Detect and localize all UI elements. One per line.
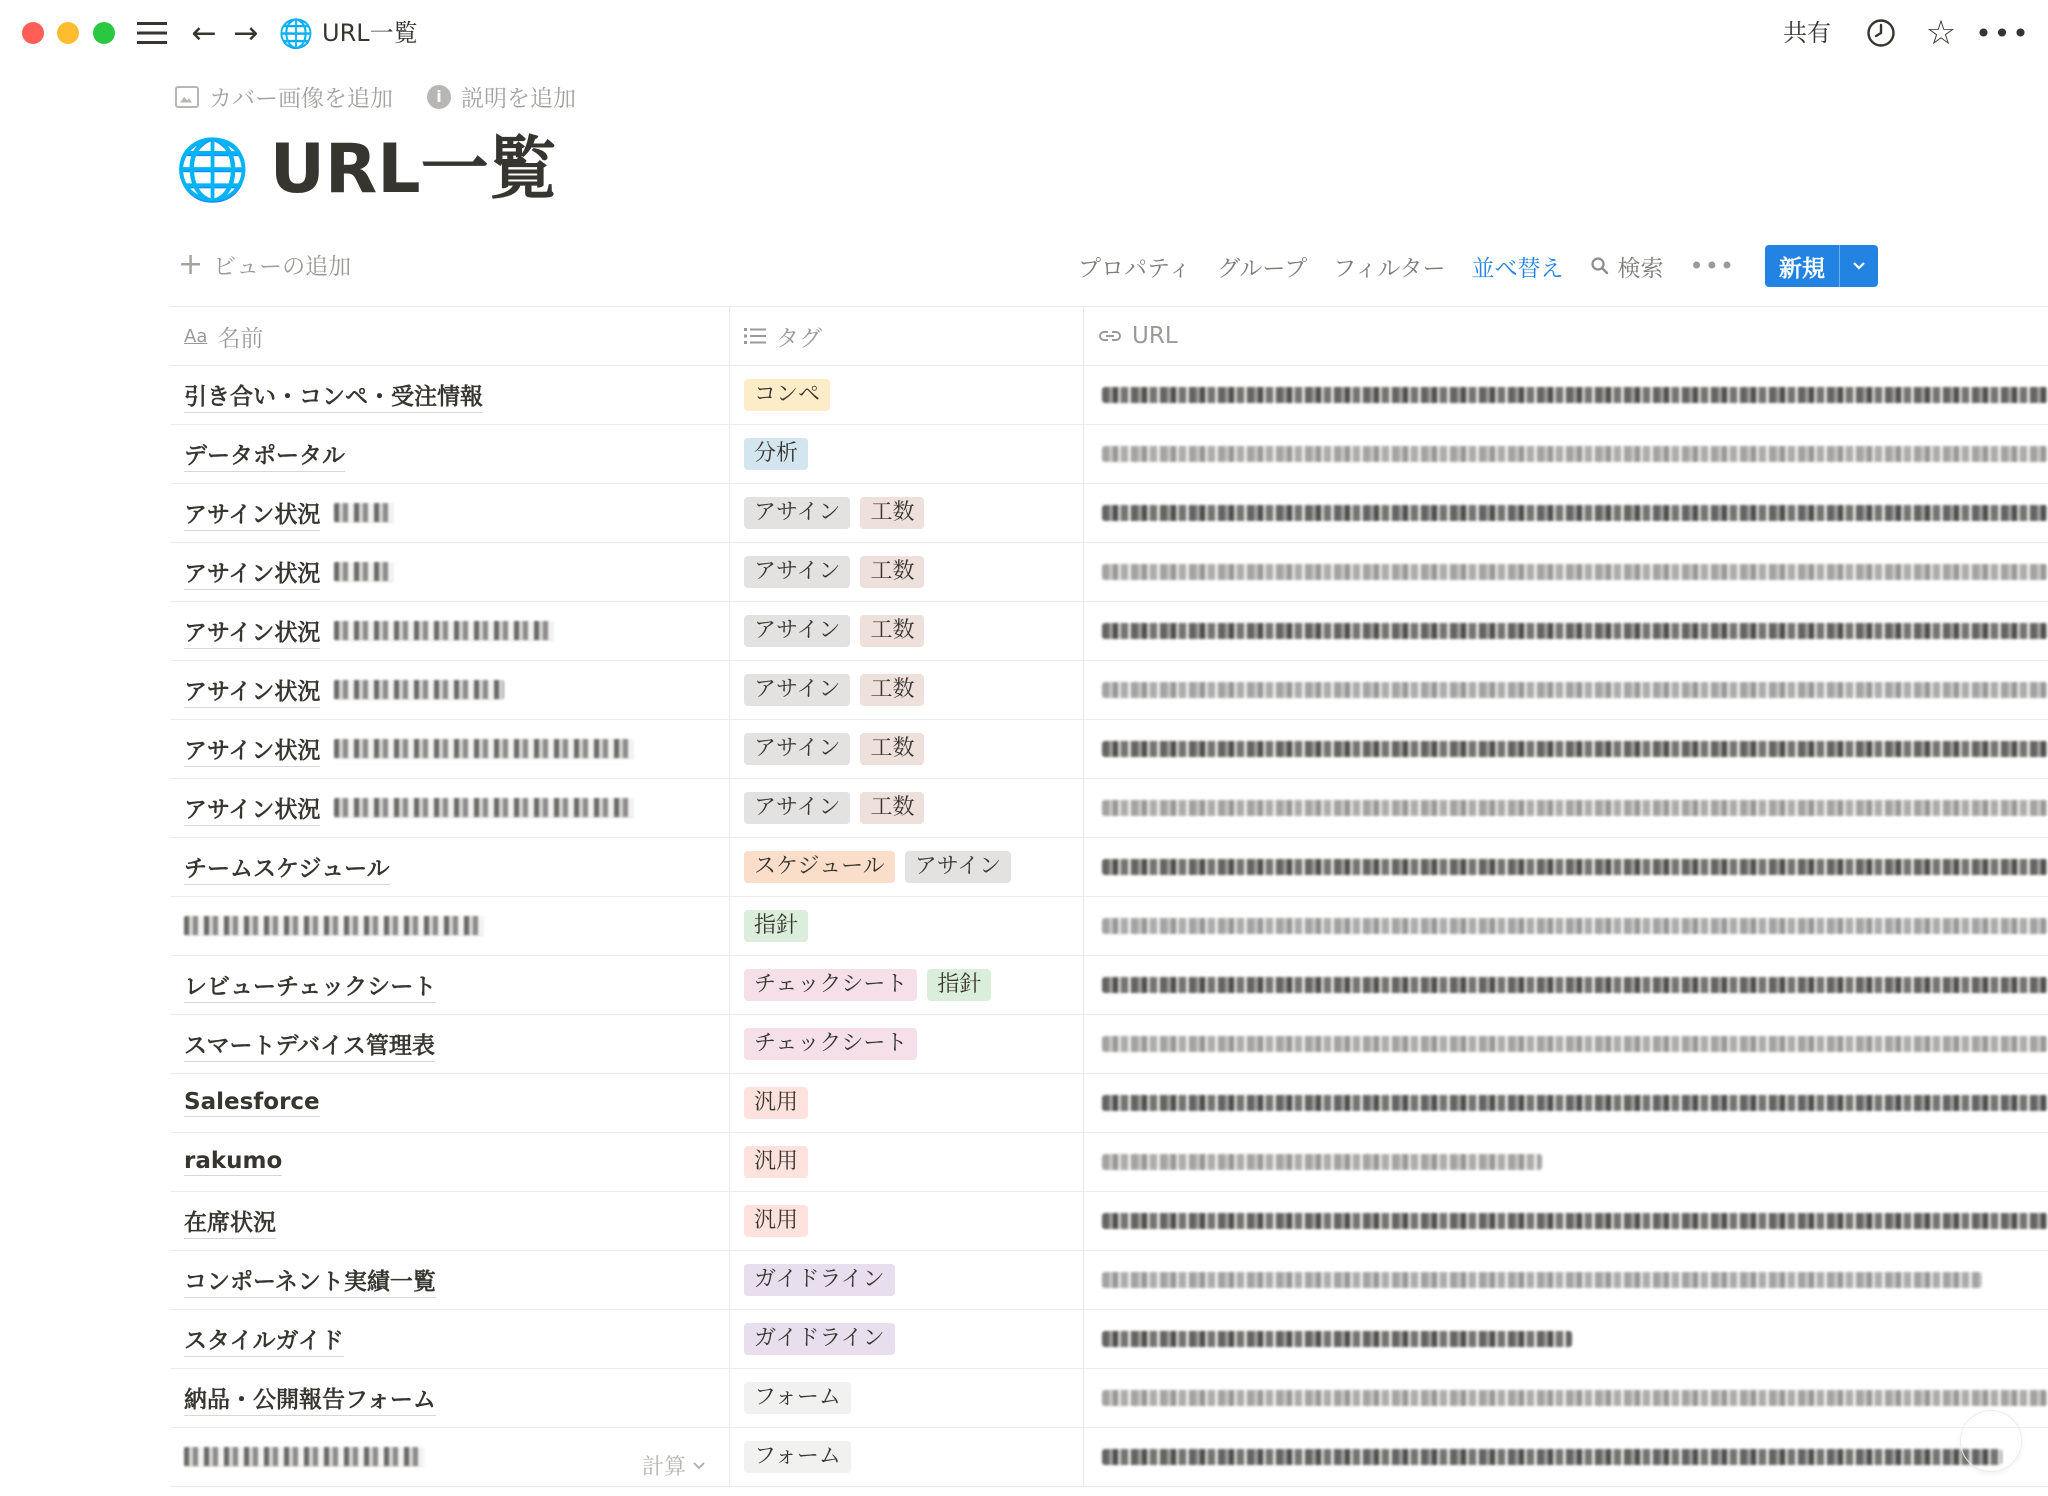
globe-icon: 🌐 <box>278 16 314 50</box>
chevron-down-icon[interactable] <box>1839 245 1878 287</box>
column-url-label: URL <box>1132 323 1178 349</box>
cell-name[interactable] <box>170 543 730 601</box>
tag-chip: 指針 <box>744 910 808 942</box>
sort-button[interactable]: 並べ替え <box>1471 255 1564 282</box>
cell-tags[interactable] <box>730 602 1084 660</box>
cell-tags[interactable] <box>730 956 1084 1014</box>
back-arrow-icon[interactable]: ← <box>191 15 217 51</box>
tag-chip: 分析 <box>744 438 808 470</box>
redacted-url[interactable] <box>1102 859 2048 875</box>
search-icon <box>1590 256 1610 276</box>
cell-name[interactable] <box>170 484 730 542</box>
info-icon: i <box>427 85 451 109</box>
cell-name[interactable] <box>170 1015 730 1073</box>
cell-tags[interactable] <box>730 543 1084 601</box>
cell-url[interactable] <box>1084 1192 2048 1250</box>
redacted-url[interactable] <box>1102 1154 1542 1170</box>
row-name-text: 納品・公開報告フォーム <box>184 1381 436 1416</box>
cell-url[interactable] <box>1084 838 2048 896</box>
cell-name[interactable] <box>170 1133 730 1191</box>
column-header-name[interactable] <box>170 307 730 365</box>
redacted-url[interactable] <box>1102 1213 2048 1229</box>
tag-chip: アサイン <box>744 497 850 529</box>
tag-chip: 工数 <box>860 674 924 706</box>
window-titlebar <box>0 0 2048 66</box>
add-cover-label: カバー画像を追加 <box>209 86 393 112</box>
properties-button[interactable]: プロパティ <box>1077 255 1192 282</box>
cell-tags[interactable] <box>730 1428 1084 1486</box>
redacted-url[interactable] <box>1102 1272 1982 1288</box>
cell-url[interactable] <box>1084 1074 2048 1132</box>
cell-url[interactable] <box>1084 1310 2048 1368</box>
help-button[interactable] <box>1960 1410 2022 1472</box>
group-button[interactable]: グループ <box>1217 255 1308 282</box>
redacted-url[interactable] <box>1102 446 2048 462</box>
cell-url[interactable] <box>1084 543 2048 601</box>
tag-chip: アサイン <box>744 556 850 588</box>
calculate-label: 計算 <box>642 1455 687 1480</box>
tag-chip: チェックシート <box>744 969 917 1001</box>
table-row[interactable] <box>170 838 2048 897</box>
add-view-button[interactable] <box>178 248 351 281</box>
column-header-url[interactable] <box>1084 307 2048 365</box>
image-icon <box>175 86 199 108</box>
cell-name[interactable] <box>170 779 730 837</box>
cell-name[interactable] <box>170 366 730 424</box>
cell-tags[interactable] <box>730 720 1084 778</box>
database-toolbar <box>1078 244 2048 288</box>
cell-url[interactable] <box>1084 1251 2048 1309</box>
page-title-area <box>175 128 557 212</box>
redacted-url[interactable] <box>1102 1331 1572 1347</box>
cell-tags[interactable] <box>730 838 1084 896</box>
add-cover-button[interactable] <box>175 80 393 113</box>
cell-name[interactable] <box>170 602 730 660</box>
redacted-url[interactable] <box>1102 1390 2048 1406</box>
table-row[interactable] <box>170 602 2048 661</box>
row-name-text: スマートデバイス管理表 <box>184 1027 435 1062</box>
star-icon[interactable]: ☆ <box>1925 13 1957 53</box>
page-title[interactable]: URL一覧 <box>269 130 557 209</box>
cell-tags[interactable] <box>730 1074 1084 1132</box>
tag-chip: 汎用 <box>744 1087 808 1119</box>
table-row[interactable] <box>170 956 2048 1015</box>
tag-chip: 指針 <box>927 969 991 1001</box>
share-button[interactable]: 共有 <box>1783 19 1831 47</box>
redacted-text <box>334 503 394 523</box>
cell-url[interactable] <box>1084 366 2048 424</box>
cell-url[interactable] <box>1084 897 2048 955</box>
tag-chip: フォーム <box>744 1382 851 1414</box>
redacted-text <box>184 916 484 936</box>
cell-url[interactable] <box>1084 425 2048 483</box>
table-row[interactable] <box>170 661 2048 720</box>
breadcrumb-page-title[interactable]: URL一覧 <box>322 19 418 47</box>
redacted-text <box>334 680 504 700</box>
cell-name[interactable] <box>170 425 730 483</box>
redacted-text <box>334 798 634 818</box>
close-window-button[interactable] <box>22 22 44 44</box>
tag-chip: アサイン <box>744 733 850 765</box>
cell-tags[interactable] <box>730 1310 1084 1368</box>
table-header <box>170 306 2048 366</box>
row-name-text: 引き合い・コンペ・受注情報 <box>184 378 483 413</box>
tag-chip: アサイン <box>744 615 850 647</box>
cell-url[interactable] <box>1084 779 2048 837</box>
redacted-url[interactable] <box>1102 564 2048 580</box>
cell-url[interactable] <box>1084 720 2048 778</box>
cell-url[interactable] <box>1084 661 2048 719</box>
cell-tags[interactable] <box>730 1251 1084 1309</box>
new-button-group <box>1765 245 1878 287</box>
redacted-url[interactable] <box>1102 682 2048 698</box>
plus-icon: + <box>178 246 204 282</box>
row-name-text: アサイン状況 <box>184 555 320 590</box>
row-name-text: アサイン状況 <box>184 732 320 767</box>
table-row[interactable] <box>170 1251 2048 1310</box>
page-actions <box>175 80 576 113</box>
row-name-text: スタイルガイド <box>184 1322 344 1357</box>
tag-chip: アサイン <box>744 674 850 706</box>
table-row[interactable] <box>170 1310 2048 1369</box>
tag-chip: 工数 <box>860 615 924 647</box>
cell-url[interactable] <box>1084 1369 2048 1427</box>
table-row[interactable] <box>170 543 2048 602</box>
redacted-url[interactable] <box>1102 741 2048 757</box>
row-name-text: アサイン状況 <box>184 614 320 649</box>
cell-name[interactable] <box>170 956 730 1014</box>
redacted-url[interactable] <box>1102 623 2048 639</box>
cell-url[interactable] <box>1084 1015 2048 1073</box>
tag-chip: アサイン <box>744 792 850 824</box>
cell-tags[interactable] <box>730 1015 1084 1073</box>
row-name-text: レビューチェックシート <box>184 968 436 1003</box>
row-name-text: コンポーネント実績一覧 <box>184 1263 436 1298</box>
cell-url[interactable] <box>1084 602 2048 660</box>
cell-url[interactable] <box>1084 1133 2048 1191</box>
redacted-text <box>334 739 634 759</box>
tag-chip: チェックシート <box>744 1028 917 1060</box>
cell-tags[interactable] <box>730 484 1084 542</box>
zoom-window-button[interactable] <box>93 22 115 44</box>
column-tag-label: タグ <box>776 325 822 352</box>
tag-chip: 工数 <box>860 733 924 765</box>
view-more-icon[interactable]: ••• <box>1689 252 1735 280</box>
table-row[interactable] <box>170 484 2048 543</box>
redacted-url[interactable] <box>1102 800 2048 816</box>
redacted-url[interactable] <box>1102 1036 2048 1052</box>
add-view-label: ビューの追加 <box>213 254 352 280</box>
tag-chip: 汎用 <box>744 1205 808 1237</box>
row-name-text: チームスケジュール <box>184 850 390 885</box>
tag-chip: フォーム <box>744 1441 851 1473</box>
redacted-text <box>184 1447 424 1467</box>
search-label: 検索 <box>1617 255 1664 282</box>
sidebar-toggle-icon[interactable] <box>132 14 172 52</box>
cell-tags[interactable] <box>730 425 1084 483</box>
text-property-icon: Aa <box>184 325 208 347</box>
redacted-url[interactable] <box>1102 387 2048 403</box>
cell-tags[interactable] <box>730 779 1084 837</box>
tag-chip: アサイン <box>905 851 1011 883</box>
row-name-text: rakumo <box>184 1148 283 1174</box>
table-body <box>170 366 2048 1496</box>
redacted-text <box>334 562 394 582</box>
more-options-icon[interactable]: ••• <box>1975 16 2031 50</box>
table-row[interactable] <box>170 1133 2048 1192</box>
chevron-down-icon <box>692 1461 706 1471</box>
cell-name[interactable] <box>170 720 730 778</box>
row-name-text: 在席状況 <box>184 1204 276 1239</box>
tag-chip: コンペ <box>744 379 830 411</box>
redacted-url[interactable] <box>1102 977 2048 993</box>
tag-chip: ガイドライン <box>744 1264 895 1296</box>
add-description-label: 説明を追加 <box>461 86 576 112</box>
tag-chip: 工数 <box>860 792 924 824</box>
cell-name[interactable] <box>170 897 730 955</box>
cell-tags[interactable] <box>730 1133 1084 1191</box>
table-row[interactable] <box>170 1015 2048 1074</box>
table-row[interactable] <box>170 779 2048 838</box>
forward-arrow-icon[interactable]: → <box>233 15 259 51</box>
tag-chip: 工数 <box>860 556 924 588</box>
table-row[interactable] <box>170 1369 2048 1428</box>
column-header-tag[interactable] <box>730 307 1084 365</box>
table-row[interactable] <box>170 897 2048 956</box>
table-row[interactable] <box>170 1192 2048 1251</box>
clock-icon[interactable] <box>1862 14 1900 52</box>
table-row[interactable] <box>170 720 2048 779</box>
new-button[interactable]: 新規 <box>1765 245 1839 287</box>
add-description-button[interactable] <box>427 80 576 113</box>
minimize-window-button[interactable] <box>57 22 79 44</box>
link-icon <box>1098 327 1122 345</box>
cell-name[interactable] <box>170 1251 730 1309</box>
row-name-text: アサイン状況 <box>184 791 320 826</box>
cell-url[interactable] <box>1084 1428 2048 1486</box>
redacted-url[interactable] <box>1102 505 2048 521</box>
cell-url[interactable] <box>1084 484 2048 542</box>
cell-tags[interactable] <box>730 1192 1084 1250</box>
cell-name[interactable] <box>170 1310 730 1368</box>
table-row[interactable] <box>170 1074 2048 1133</box>
cell-tags[interactable] <box>730 661 1084 719</box>
search-button[interactable] <box>1590 250 1664 283</box>
cell-tags[interactable] <box>730 366 1084 424</box>
cell-tags[interactable] <box>730 1369 1084 1427</box>
redacted-url[interactable] <box>1102 1449 2002 1465</box>
list-icon <box>744 327 766 345</box>
cell-url[interactable] <box>1084 956 2048 1014</box>
table-row[interactable] <box>170 1428 2048 1487</box>
calculate-button[interactable] <box>642 1450 706 1481</box>
tag-chip: スケジュール <box>744 851 895 883</box>
tag-chip: 汎用 <box>744 1146 808 1178</box>
cell-tags[interactable] <box>730 897 1084 955</box>
cell-name[interactable] <box>170 1074 730 1132</box>
table-row[interactable] <box>170 366 2048 425</box>
filter-button[interactable]: フィルター <box>1333 255 1446 282</box>
row-name-text: データポータル <box>184 437 345 472</box>
redacted-url[interactable] <box>1102 1095 2048 1111</box>
row-name-text: Salesforce <box>184 1089 320 1115</box>
table-row[interactable] <box>170 425 2048 484</box>
database-table <box>170 306 2048 1496</box>
cell-name[interactable] <box>170 661 730 719</box>
row-name-text: アサイン状況 <box>184 496 320 531</box>
cell-name[interactable] <box>170 838 730 896</box>
row-name-text: アサイン状況 <box>184 673 320 708</box>
column-name-label: 名前 <box>217 325 264 352</box>
cell-name[interactable] <box>170 1192 730 1250</box>
cell-name[interactable] <box>170 1369 730 1427</box>
tag-chip: 工数 <box>860 497 924 529</box>
redacted-text <box>334 621 554 641</box>
page-globe-icon[interactable]: 🌐 <box>175 135 250 205</box>
tag-chip: ガイドライン <box>744 1323 895 1355</box>
redacted-url[interactable] <box>1102 918 2048 934</box>
